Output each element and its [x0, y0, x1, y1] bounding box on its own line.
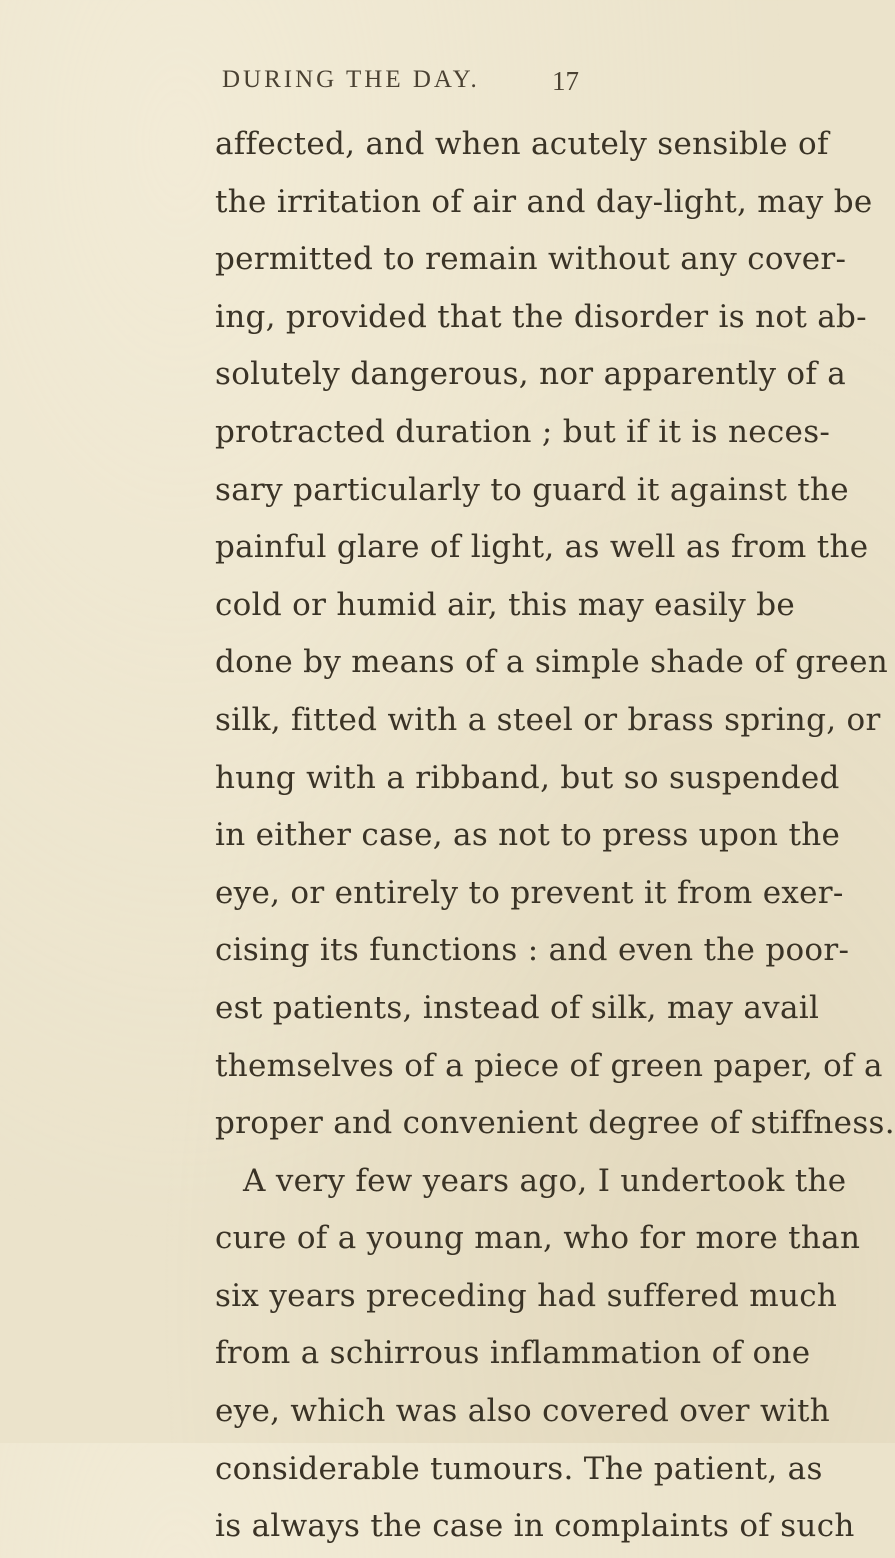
text-line: eye, which was also covered over with	[215, 1393, 831, 1430]
running-head-title: DURING THE DAY.	[222, 66, 480, 93]
text-line: sary particularly to guard it against the	[215, 471, 849, 508]
page-number: 17	[552, 66, 579, 96]
text-line: cising its functions : and even the poor-	[215, 932, 850, 969]
text-line: in either case, as not to press upon the	[215, 817, 841, 854]
text-line: painful glare of light, as well as from the	[215, 529, 869, 566]
text-line: silk, fitted with a steel or brass spring, or	[215, 701, 881, 738]
text-line: affected, and when acutely sensible of	[215, 126, 829, 162]
text-line: from a schirrous inflammation of one	[215, 1335, 811, 1372]
text-line: permitted to remain without any cover-	[215, 241, 847, 278]
text-line: solutely dangerous, nor apparently of a	[215, 356, 847, 393]
text-line: themselves of a piece of green paper, of a	[215, 1047, 883, 1084]
body-text	[215, 118, 895, 1558]
text-line: protracted duration ; but if it is neces-	[215, 413, 831, 450]
text-line: cure of a young man, who for more than	[215, 1220, 861, 1257]
text-line: eye, or entirely to prevent it from exer-	[215, 874, 844, 911]
running-head	[222, 66, 722, 106]
text-line: six years preceding had suffered much	[215, 1277, 838, 1314]
text-line: ing, provided that the disorder is not ab-	[215, 298, 867, 335]
text-line: considerable tumours. The patient, as	[215, 1450, 823, 1487]
text-line: done by means of a simple shade of green	[215, 644, 889, 681]
text-line: hung with a ribband, but so suspended	[215, 759, 840, 796]
text-line: cold or humid air, this may easily be	[215, 586, 795, 623]
text-line-paragraph-start: A very few years ago, I undertook the	[243, 1162, 847, 1199]
text-line: proper and convenient degree of stiffness.	[215, 1105, 895, 1142]
text-line: the irritation of air and day-light, may be	[215, 183, 873, 220]
text-line: est patients, instead of silk, may avail	[215, 989, 820, 1026]
text-line: is always the case in complaints of such	[215, 1508, 855, 1545]
